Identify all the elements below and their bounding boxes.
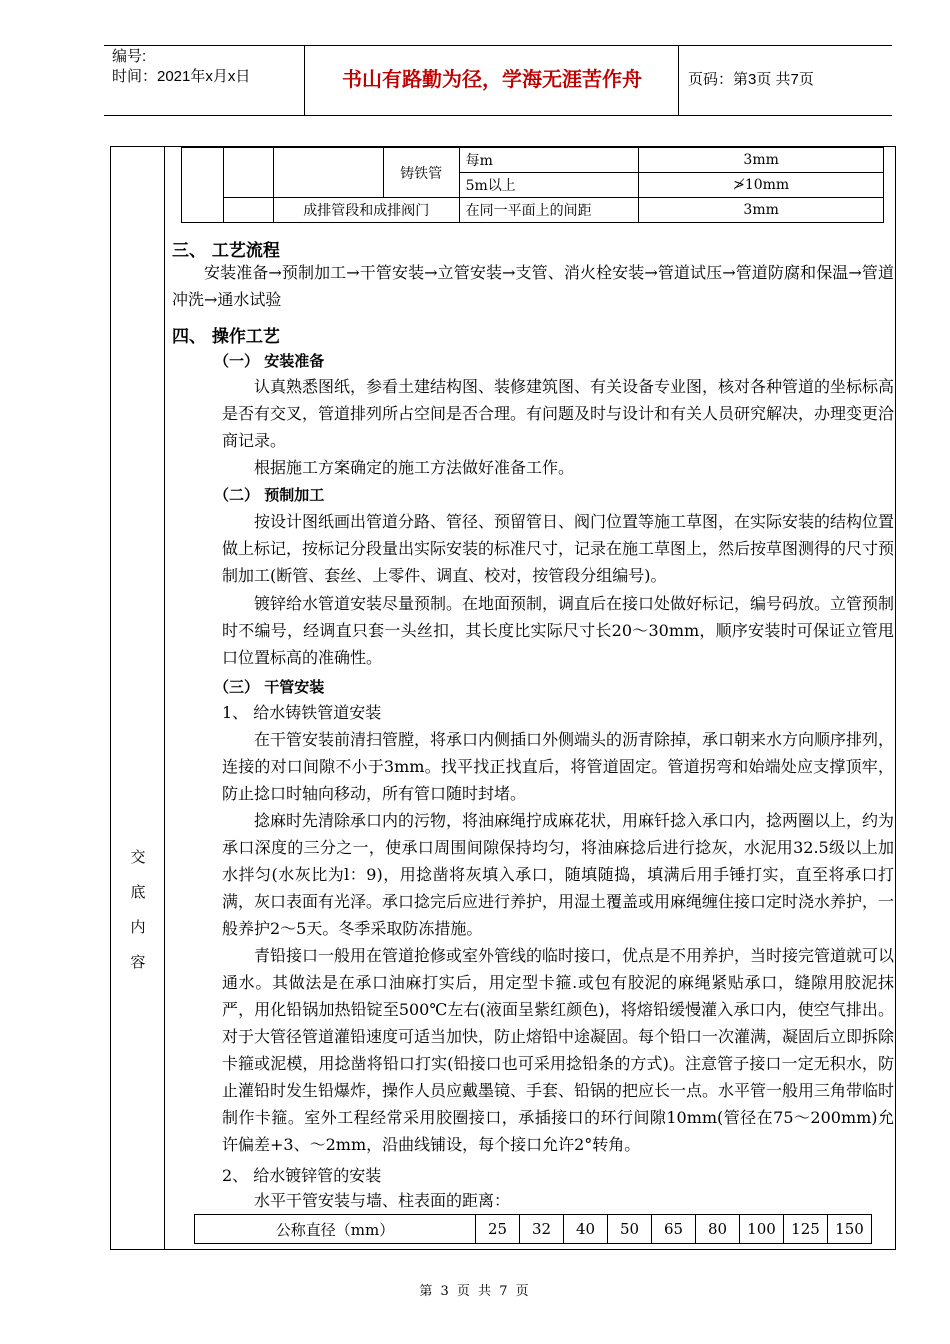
diameter-value-cell: 150 [828,1215,872,1244]
header-time: 时间：2021年x月x日 [112,68,251,85]
subsection-2-title: （二） 预制加工 [214,486,325,504]
subsection-3-para-4: 水平干管安装与墙、柱表面的距离： [254,1191,511,1210]
diameter-value-cell: 80 [696,1215,740,1244]
table-cell: 在同一平面上的间距 [459,198,639,223]
subsection-1-title: （一） 安装准备 [214,352,325,370]
side-label [128,846,148,986]
table-row [182,198,884,223]
diameter-table [194,1214,872,1244]
diameter-value-cell: 40 [564,1215,608,1244]
subsection-1-para-2: 根据施工方案确定的施工方法做好准备工作。 [254,458,575,477]
tolerance-table [181,147,884,223]
subsection-3-para-2: 捻麻时先清除承口内的污物，将油麻绳拧成麻花状，用麻钎捻入承口内，捻两圈以上，约为承口深度的三分之一，使承口周围间隙保持均匀，将油麻捻后进行捻灰，水泥用32.5级以上加水拌匀(水灰比为l：9)，用捻凿将灰填入承口，随填随捣，填满后用手锤打实，直至将承口打满，灰口表面有光泽。承口捻完后应进行养护，用湿土覆盖或用麻绳缠住接口定时浇水养护，一般养护2～5天。冬季采取防冻措施。 [222,811,895,938]
table-cell: ≯10mm [639,173,884,198]
table-cell: 3mm [639,198,884,223]
section-3-text: 安装准备→预制加工→干管安装→立管安装→支管、消火栓安装→管道试压→管道防腐和保温→管道冲洗→通水试验 [172,263,894,309]
table-cell [182,148,224,223]
header-page-number: 页码：第3页 共7页 [688,71,814,88]
side-label-char: 内 [130,918,146,936]
table-row [195,1215,872,1244]
subsection-3-para-3: 青铅接口一般用在管道抢修或室外管线的临时接口，优点是不用养护，当时接完管道就可以通水。其做法是在承口油麻打实后，用定型卡箍.或包有胶泥的麻绳紧贴承口，缝隙用胶泥抹严，用化铅锅加热铅锭至500℃左右(液面呈紫红颜色)，将熔铅缓慢灌入承口内，使空气排出。对于大管径管道灌铅速度可适当加快，防止熔铅中途凝固。每个铅口一次灌满，凝固后立即拆除卡箍或泥模，用捻凿将铅口打实(铅接口也可采用捻铅条的方式)。注意管子接口一定无积水，防止灌铅时发生铅爆炸，操作人员应戴墨镜、手套、铅锅的把应长一点。水平管一般用三角带临时制作卡箍。室外工程经常采用胶圈接口，承插接口的环行间隙10mm(管径在75～200mm)允许偏差+3、～2mm，沿曲线铺设，每个接口允许2°转角。 [222,946,895,1154]
header-divider-right [678,45,679,115]
side-label-char: 底 [130,883,146,901]
table-cell [223,148,273,198]
table-row [182,148,884,173]
frame-column-divider [164,146,165,1250]
header-top-rule [104,45,892,46]
table-cell: 成排管段和成排阀门 [273,198,459,223]
table-cell: 3mm [639,148,884,173]
subsection-3-item-2: 2、 给水镀锌管的安装 [222,1166,382,1185]
page-footer: 第 3 页 共 7 页 [419,1284,531,1299]
diameter-value-cell: 25 [476,1215,520,1244]
diameter-value-cell: 100 [740,1215,784,1244]
table-cell: 5m以上 [459,173,639,198]
section-3-title: 三、 工艺流程 [172,241,280,261]
header-divider-left [304,45,305,115]
diameter-value-cell: 125 [784,1215,828,1244]
header-code: 编号: [112,48,147,65]
side-label-char: 容 [130,953,146,971]
subsection-3-item-1: 1、 给水铸铁管道安装 [222,703,382,722]
subsection-2-para-2: 镀锌给水管道安装尽量预制。在地面预制，调直后在接口处做好标记，编号码放。立管预制时不编号，经调直只套一头丝扣，其长度比实际尺寸长20～30mm，顺序安装时可保证立管甩口位置标高的准确性。 [222,594,895,667]
subsection-3-title: （三） 干管安装 [214,678,325,696]
subsection-3-para-1: 在干管安装前清扫管膛，将承口内侧插口外侧端头的沥青除掉，承口朝来水方向顺序排列，连接的对口间隙不小于3mm。找平找正找直后，将管道固定。管道拐弯和始端处应支撑顶牢，防止捻口时轴向移动，所有管口随时封堵。 [222,730,895,803]
subsection-1-para-1: 认真熟悉图纸，参看土建结构图、装修建筑图、有关设备专业图，核对各种管道的坐标标高是否有交叉，管道排列所占空间是否合理。有问题及时与设计和有关人员研究解决，办理变更洽商记录。 [222,377,895,450]
diameter-value-cell: 50 [608,1215,652,1244]
diameter-value-cell: 65 [652,1215,696,1244]
diameter-label-cell: 公称直径（mm） [195,1215,476,1244]
diameter-value-cell: 32 [520,1215,564,1244]
table-cell [223,198,273,223]
side-label-char: 交 [130,848,146,866]
cast-iron-cell: 铸铁管 [383,148,459,198]
table-cell: 每m [459,148,639,173]
section-4-title: 四、 操作工艺 [172,327,280,347]
table-cell [273,148,383,198]
header-bottom-rule [104,115,892,116]
header-meta [112,47,250,87]
subsection-2-para-1: 按设计图纸画出管道分路、管径、预留管日、阀门位置等施工草图，在实际安装的结构位置做上标记，按标记分段量出实际安装的标准尺寸，记录在施工草图上，然后按草图测得的尺寸预制加工(断管、套丝、上零件、调直、校对，按管段分组编号)。 [222,512,895,585]
header-motto: 书山有路勤为径，学海无涯苦作舟 [342,67,642,91]
